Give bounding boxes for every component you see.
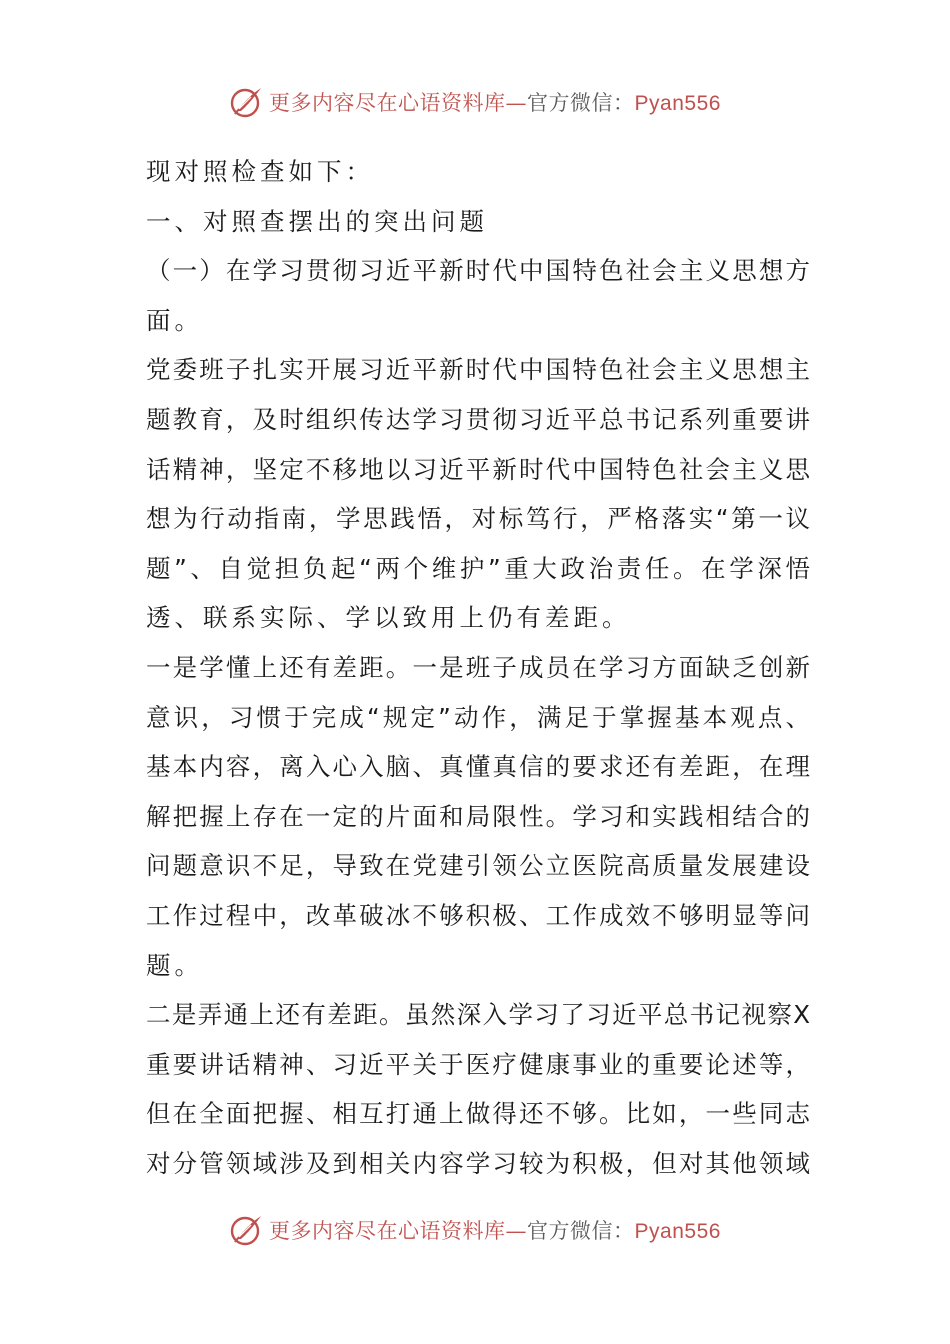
document-body [146,147,810,1188]
text-line: 题。 [146,950,203,980]
text-line: 党委班子扎实开展习近平新时代中国特色社会主义思想主 [146,355,810,385]
wechat-id: Pyan556 [634,1220,721,1243]
text-line: 对分管领域涉及到相关内容学习较为积极，但对其他领域 [146,1148,810,1178]
text-line: 基本内容，离入心入脑、真懂真信的要求还有差距，在理 [146,752,810,782]
watermark-banner-bottom [0,1208,950,1252]
subsection-heading-end: 面。 [146,305,203,335]
text-line: 话精神，坚定不移地以习近平新时代中国特色社会主义思 [146,454,810,484]
wechat-label: 官方微信： [527,1219,635,1243]
watermark-text: 更多内容尽在心语资料库—官方微信：Pyan556 [269,91,721,115]
section-heading: 一、对照查摆出的突出问题 [146,206,488,236]
text-line: 现对照检查如下： [146,157,374,186]
text-line: 重要讲话精神、习近平关于医疗健康事业的重要论述等， [146,1049,810,1079]
watermark-banner-top [0,80,950,124]
text-line: 二是弄通上还有差距。虽然深入学习了习近平总书记视察X [146,1000,810,1030]
text-line: 但在全面把握、相互打通上做得还不够。比如，一些同志 [146,1099,810,1129]
text-line: 题”、自觉担负起“两个维护”重大政治责任。在学深悟 [146,553,810,583]
text-line: 想为行动指南，学思践悟，对标笃行，严格落实“第一议 [146,504,810,534]
subsection-heading: （一）在学习贯彻习近平新时代中国特色社会主义思想方 [146,256,810,286]
text-line: 问题意识不足，导致在党建引领公立医院高质量发展建设 [146,851,810,881]
text-line: 解把握上存在一定的片面和局限性。学习和实践相结合的 [146,801,810,831]
text-line: 工作过程中，改革破冰不够积极、工作成效不够明显等问 [146,900,810,930]
quill-logo-icon [229,1212,265,1248]
watermark-text: 更多内容尽在心语资料库—官方微信：Pyan556 [269,1219,721,1243]
quill-logo-icon [229,84,265,120]
text-line: 一是学懂上还有差距。一是班子成员在学习方面缺乏创新 [146,652,810,682]
wechat-id: Pyan556 [634,92,721,115]
text-line: 意识，习惯于完成“规定”动作，满足于掌握基本观点、 [146,702,810,732]
wechat-label: 官方微信： [527,91,635,115]
text-line: 题教育，及时组织传达学习贯彻习近平总书记系列重要讲 [146,404,810,434]
text-line: 透、联系实际、学以致用上仍有差距。 [146,603,631,633]
